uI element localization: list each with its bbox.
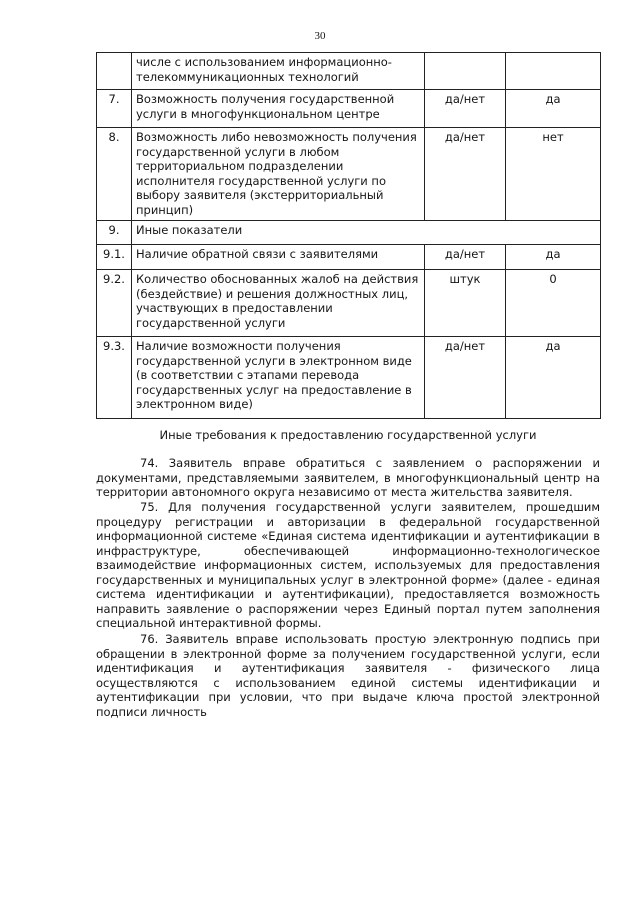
row-description: Наличие обратной связи с заявителями bbox=[132, 245, 425, 270]
row-value: да bbox=[506, 337, 601, 419]
row-value: нет bbox=[506, 128, 601, 221]
row-number: 7. bbox=[97, 90, 132, 128]
row-value: да bbox=[506, 245, 601, 270]
row-unit bbox=[425, 53, 506, 90]
section-heading: Иные требования к предоставлению государственной услуги bbox=[159, 428, 537, 442]
row-number: 9.1. bbox=[97, 245, 132, 270]
row-value bbox=[506, 53, 601, 90]
row-number: 9. bbox=[97, 221, 132, 245]
row-description: Количество обоснованных жалоб на действия (бездействие) и решения должностных лиц, участвующих в предоставлении государственной услуги bbox=[132, 270, 425, 337]
row-number: 8. bbox=[97, 128, 132, 221]
row-unit: да/нет bbox=[425, 245, 506, 270]
row-description: Возможность либо невозможность получения государственной услуги в любом территориальном подразделении исполнителя государственной услуги по выбору заявителя (экстерриториальный принцип) bbox=[132, 128, 425, 221]
table-row bbox=[97, 221, 601, 245]
table-row bbox=[97, 245, 601, 270]
row-unit: да/нет bbox=[425, 337, 506, 419]
row-number: 9.3. bbox=[97, 337, 132, 419]
paragraph-75: 75. Для получения государственной услуги заявителем, прошедшим процедуру регистрации и авторизации в федеральной государственной информационной системе «Единая система идентификации и аутентификации в инфраструктуре, обеспечивающей информационно-технологическое взаимодействие информационных систем, используемых для предоставления государственных и муниципальных услуг в электронной форме» (далее - единая система идентификации и аутентификации), предоставляется возможность направить заявление о распоряжении через Единый портал путем заполнения специальной интерактивной формы. bbox=[96, 500, 600, 630]
table-row bbox=[97, 53, 601, 90]
table-row bbox=[97, 90, 601, 128]
indicators-table bbox=[96, 52, 601, 419]
paragraph-76: 76. Заявитель вправе использовать простую электронную подпись при обращении в электронной форме за получением государственной услуги, если идентификация и аутентификация заявителя - физического лица осуществляются с использованием единой системы идентификации и аутентификации при условии, что при выдаче ключа простой электронной подписи личность bbox=[96, 632, 600, 719]
row-unit: штук bbox=[425, 270, 506, 337]
table-row bbox=[97, 270, 601, 337]
row-description: числе с использованием информационно-телекоммуникационных технологий bbox=[132, 53, 425, 90]
row-number: 9.2. bbox=[97, 270, 132, 337]
row-description: Возможность получения государственной услуги в многофункциональном центре bbox=[132, 90, 425, 128]
row-number bbox=[97, 53, 132, 90]
row-description: Наличие возможности получения государственной услуги в электронном виде (в соответствии с этапами перевода государственных услуг на предоставление в электронном виде) bbox=[132, 337, 425, 419]
row-unit: да/нет bbox=[425, 128, 506, 221]
row-value: 0 bbox=[506, 270, 601, 337]
paragraph-74: 74. Заявитель вправе обратиться с заявлением о распоряжении и документами, представляемыми заявителем, в многофункциональный центр на территории автономного округа независимо от места жительства заявителя. bbox=[96, 456, 600, 499]
table-row bbox=[97, 337, 601, 419]
row-unit: да/нет bbox=[425, 90, 506, 128]
table-row bbox=[97, 128, 601, 221]
row-value: да bbox=[506, 90, 601, 128]
row-description: Иные показатели bbox=[132, 221, 601, 245]
page-number: 30 bbox=[314, 30, 326, 42]
